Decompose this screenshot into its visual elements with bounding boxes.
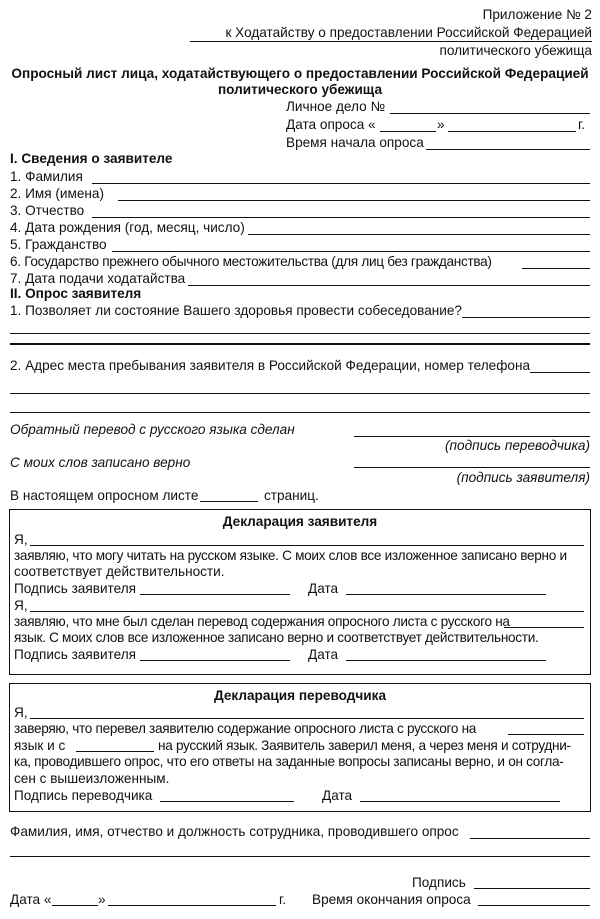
pages-count-suffix: страниц.	[264, 488, 319, 503]
question1-answer-line3[interactable]	[10, 343, 590, 345]
translator-declaration-line2a: язык и с	[14, 738, 66, 753]
applicant-signature-label: Подпись заявителя	[14, 581, 137, 596]
end-time-field[interactable]	[478, 905, 590, 906]
officer-label: Фамилия, имя, отчество и должность сотрудника, проводившего опрос	[10, 824, 459, 839]
translator-name-field[interactable]	[30, 718, 584, 719]
source-language-field[interactable]	[504, 627, 584, 628]
question1: 1. Позволяет ли состояние Вашего здоровья провести собеседование?	[10, 303, 462, 318]
pages-count-prefix: В настоящем опросном листе	[10, 488, 199, 503]
end-date-quote: »	[98, 892, 106, 907]
officer-signature-label: Подпись	[412, 875, 466, 890]
start-time-label: Время начала опроса	[286, 135, 424, 150]
back-translation-label: Обратный перевод с русского языка сделан	[10, 422, 295, 437]
translator-language-field[interactable]	[508, 734, 584, 735]
section2-title: II. Опрос заявителя	[10, 286, 142, 301]
form-title-line2: политического убежища	[217, 82, 383, 97]
case-file-label: Личное дело №	[286, 99, 386, 114]
field-citizenship-label: 5. Гражданство	[10, 237, 107, 252]
translator-date-label: Дата	[322, 788, 353, 803]
applicant-declaration-date-field[interactable]	[346, 594, 546, 595]
field-surname-input[interactable]	[92, 183, 590, 184]
translator-signature-caption: (подпись переводчика)	[445, 438, 590, 453]
question1-answer-line2[interactable]	[10, 333, 590, 334]
end-date-label: Дата «	[10, 892, 52, 907]
applicant-declaration-i2: Я,	[14, 598, 28, 613]
translator-declaration-date-field[interactable]	[360, 801, 560, 802]
end-month-field[interactable]	[108, 905, 276, 906]
applicant-declaration-i: Я,	[14, 532, 28, 547]
survey-year-suffix: г.	[578, 117, 586, 132]
question2-answer-line3[interactable]	[10, 412, 590, 413]
field-application-date-label: 7. Дата подачи ходатайства	[10, 271, 186, 286]
applicant-name-field-2[interactable]	[30, 611, 584, 612]
form-title-line1: Опросный лист лица, ходатайствующего о предоставлении Российской Федерацией	[11, 66, 589, 81]
field-surname-label: 1. Фамилия	[10, 169, 83, 184]
appendix-label: Приложение № 2	[482, 7, 592, 22]
survey-date-quote: »	[437, 117, 445, 132]
appendix-reference-line1: к Ходатайству о предоставлении Российской Федерацией	[225, 25, 592, 40]
question1-answer-line1[interactable]	[462, 317, 590, 318]
case-file-field[interactable]	[390, 113, 590, 114]
question2-answer-line1[interactable]	[530, 372, 590, 373]
translator-signature-label: Подпись переводчика	[14, 788, 153, 803]
applicant-signature-field[interactable]	[354, 467, 590, 468]
field-name-label: 2. Имя (имена)	[10, 186, 104, 201]
applicant-declaration-text2-line2: язык. С моих слов все изложенное записано верно и соответствует действительности.	[14, 630, 539, 645]
start-time-field[interactable]	[426, 149, 590, 150]
applicant-date-label-2: Дата	[308, 647, 339, 662]
translator-declaration-title: Декларация переводчика	[213, 688, 387, 703]
translator-declaration-line3: ка, проводившего опрос, что его ответы на заданные вопросы записаны верно, и он согла-	[14, 754, 564, 769]
recorded-correctly-label: С моих слов записано верно	[10, 455, 191, 470]
translator-declaration-signature-field[interactable]	[160, 801, 294, 802]
field-citizenship-input[interactable]	[112, 251, 590, 252]
applicant-declaration-text1-line1: заявляю, что могу читать на русском языке. С моих слов все изложенное записано верно и	[14, 548, 567, 563]
translator-declaration-i: Я,	[14, 705, 28, 720]
survey-date-label: Дата опроса «	[286, 117, 376, 132]
survey-day-field[interactable]	[380, 131, 436, 132]
field-patronymic-input[interactable]	[92, 217, 590, 218]
translator-declaration-line4: сен с вышеизложенным.	[14, 771, 170, 786]
section1-title: I. Сведения о заявителе	[10, 151, 173, 166]
survey-month-field[interactable]	[448, 131, 576, 132]
translator-language-field-2[interactable]	[76, 751, 154, 752]
end-year-suffix: г.	[279, 892, 287, 907]
applicant-signature-label-2: Подпись заявителя	[14, 647, 137, 662]
applicant-date-label: Дата	[308, 581, 339, 596]
field-application-date-input[interactable]	[188, 285, 590, 286]
question2-answer-line2[interactable]	[10, 393, 590, 394]
applicant-signature-caption: (подпись заявителя)	[456, 470, 590, 485]
pages-count-field[interactable]	[200, 501, 258, 502]
officer-field-line2[interactable]	[10, 856, 590, 857]
officer-field-line1[interactable]	[470, 838, 590, 839]
applicant-declaration-date-field-2[interactable]	[346, 660, 546, 661]
end-day-field[interactable]	[52, 905, 98, 906]
applicant-declaration-signature-field-2[interactable]	[140, 660, 290, 661]
field-patronymic-label: 3. Отчество	[10, 203, 85, 218]
field-birthdate-input[interactable]	[248, 234, 590, 235]
question2: 2. Адрес места пребывания заявителя в Российской Федерации, номер телефона	[10, 358, 531, 373]
end-time-label: Время окончания опроса	[312, 892, 471, 907]
officer-signature-field[interactable]	[474, 888, 590, 889]
applicant-declaration-signature-field[interactable]	[140, 594, 290, 595]
appendix-reference-line2: политического убежища	[439, 43, 592, 58]
field-birthdate-label: 4. Дата рождения (год, месяц, число)	[10, 220, 245, 235]
applicant-declaration-text2-line1: заявляю, что мне был сделан перевод содержания опросного листа с русского на	[14, 614, 510, 629]
translator-declaration-line2b: на русский язык. Заявитель заверил меня, а через меня и сотрудни-	[158, 738, 571, 753]
applicant-name-field[interactable]	[30, 545, 584, 546]
field-former-residence-label: 6. Государство прежнего обычного местожительства (для лиц без гражданства)	[10, 254, 492, 269]
field-name-input[interactable]	[118, 200, 590, 201]
translator-declaration-line1: заверяю, что перевел заявителю содержание опросного листа с русского на	[14, 721, 477, 736]
field-former-residence-input[interactable]	[522, 268, 590, 269]
applicant-declaration-title: Декларация заявителя	[222, 514, 378, 529]
applicant-declaration-text1-line2: соответствует действительности.	[14, 564, 225, 579]
